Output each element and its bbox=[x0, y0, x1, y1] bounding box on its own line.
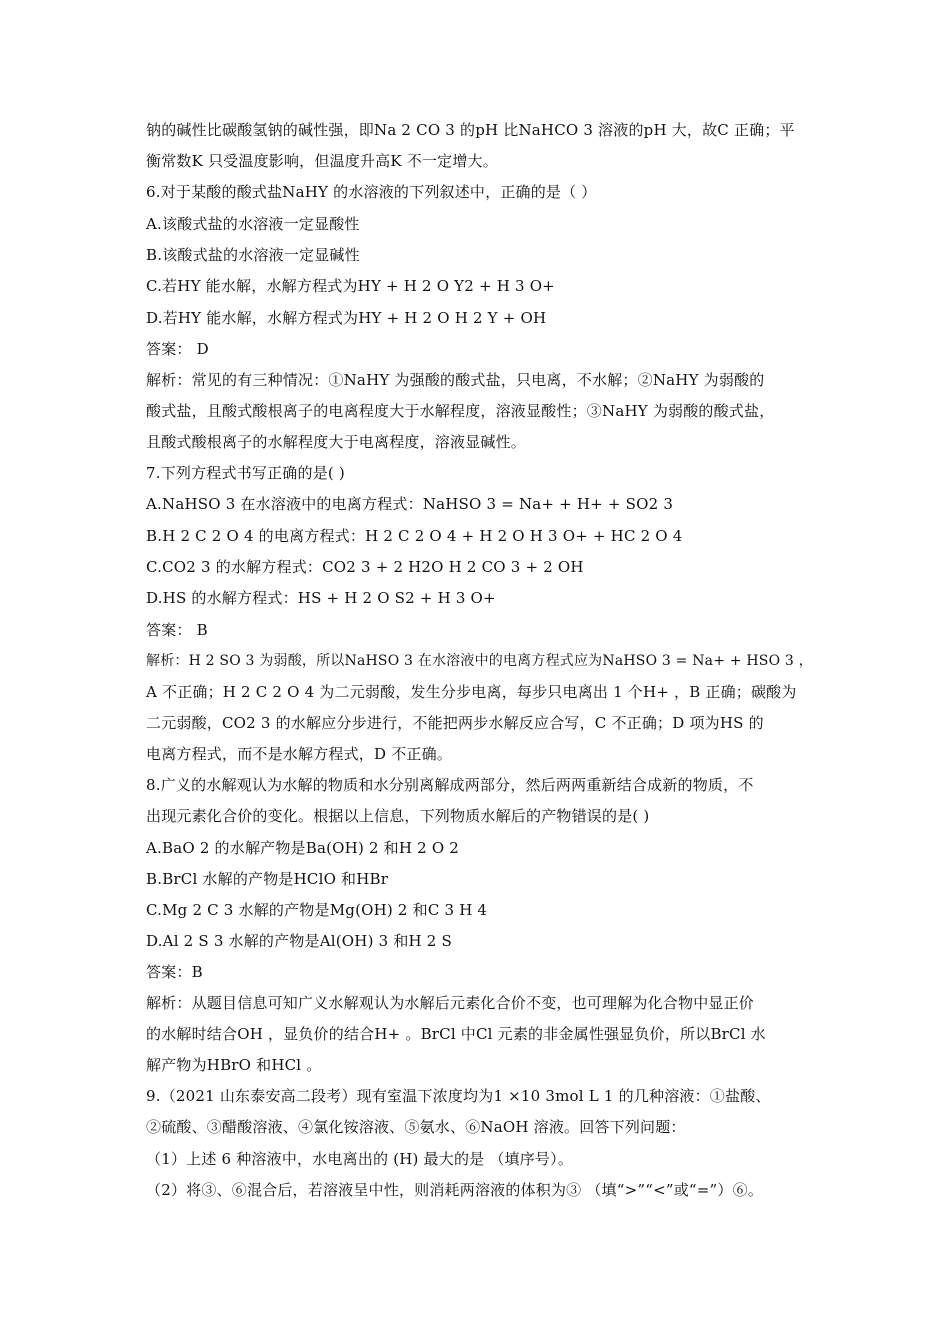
option-d: D.若HY 能水解，水解方程式为HY + H 2 O H 2 Y + OH bbox=[146, 309, 547, 327]
analysis-line: 的水解时结合OH ，显负价的结合H+ 。BrCl 中Cl 元素的非金属性强显负价，所以BrCl 水 bbox=[146, 1025, 766, 1043]
analysis-line: 且酸式酸根离子的水解程度大于电离程度，溶液显碱性。 bbox=[146, 433, 527, 451]
option-d: D.Al 2 S 3 水解的产物是Al(OH) 3 和H 2 S bbox=[146, 932, 452, 950]
option-a: A.NaHSO 3 在水溶液中的电离方程式：NaHSO 3 = Na+ + H+ + SO2 3 bbox=[146, 495, 674, 513]
option-a: A.该酸式盐的水溶液一定显酸性 bbox=[146, 215, 360, 233]
answer: 答案： B bbox=[146, 621, 208, 639]
question-9-stem: 9.（2021 山东泰安高二段考）现有室温下浓度均为1 ×10 3mol L 1 的几种溶液：①盐酸、 bbox=[146, 1087, 771, 1105]
option-d: D.HS 的水解方程式：HS + H 2 O S2 + H 3 O+ bbox=[146, 589, 496, 607]
option-c: C.CO2 3 的水解方程式：CO2 3 + 2 H2O H 2 CO 3 + 2 OH bbox=[146, 558, 584, 576]
question-8-stem: 出现元素化合价的变化。根据以上信息，下列物质水解后的产物错误的是( ) bbox=[146, 807, 650, 825]
analysis-line: 解析：从题目信息可知广义水解观认为水解后元素化合价不变，也可理解为化合物中显正价 bbox=[146, 994, 755, 1012]
option-b: B.H 2 C 2 O 4 的电离方程式：H 2 C 2 O 4 + H 2 O H 3 O+ + HC 2 O 4 bbox=[146, 527, 683, 545]
answer: 答案： D bbox=[146, 340, 209, 358]
analysis-line: 解产物为HBrO 和HCl 。 bbox=[146, 1056, 322, 1074]
sub-question-2: （2）将③、⑥混合后，若溶液呈中性，则消耗两溶液的体积为③ （填“>”“<”或“=”）⑥。 bbox=[146, 1181, 764, 1199]
analysis-line: 酸式盐，且酸式酸根离子的电离程度大于水解程度，溶液显酸性；③NaHY 为弱酸的酸式盐， bbox=[146, 402, 775, 420]
option-a: A.BaO 2 的水解产物是Ba(OH) 2 和H 2 O 2 bbox=[146, 839, 460, 857]
text-line: 钠的碱性比碳酸氢钠的碱性强，即Na 2 CO 3 的pH 比NaHCO 3 溶液的pH 大，故C 正确；平 bbox=[146, 121, 795, 139]
answer: 答案：B bbox=[146, 963, 203, 981]
option-c: C.Mg 2 C 3 水解的产物是Mg(OH) 2 和C 3 H 4 bbox=[146, 901, 488, 919]
question-6-stem: 6.对于某酸的酸式盐NaHY 的水溶液的下列叙述中，正确的是（ ） bbox=[146, 183, 597, 201]
question-8-stem: 8.广义的水解观认为水解的物质和水分别离解成两部分，然后两两重新结合成新的物质，不 bbox=[146, 776, 754, 794]
sub-question-1: （1）上述 6 种溶液中，水电离出的 (H) 最大的是 （填序号）。 bbox=[146, 1150, 574, 1168]
analysis-line: 电离方程式，而不是水解方程式，D 不正确。 bbox=[146, 745, 452, 763]
analysis-line: 二元弱酸，CO2 3 的水解应分步进行，不能把两步水解反应合写，C 不正确；D 项为HS 的 bbox=[146, 714, 764, 732]
analysis-line: 解析：常见的有三种情况：①NaHY 为强酸的酸式盐，只电离，不水解；②NaHY 为弱酸的 bbox=[146, 371, 765, 389]
option-b: B.BrCl 水解的产物是HClO 和HBr bbox=[146, 870, 389, 888]
analysis-line: 解析：H 2 SO 3 为弱酸，所以NaHSO 3 在水溶液中的电离方程式应为NaHSO 3 = Na+ + HSO 3 ， bbox=[146, 653, 813, 669]
option-b: B.该酸式盐的水溶液一定显碱性 bbox=[146, 246, 360, 264]
question-9-stem: ②硫酸、③醋酸溶液、④氯化铵溶液、⑤氨水、⑥NaOH 溶液。回答下列问题： bbox=[146, 1118, 686, 1136]
question-7-stem: 7.下列方程式书写正确的是( ) bbox=[146, 464, 345, 482]
analysis-line: A 不正确；H 2 C 2 O 4 为二元弱酸，发生分步电离，每步只电离出 1 个H+ ，B 正确；碳酸为 bbox=[146, 683, 797, 701]
option-c: C.若HY 能水解，水解方程式为HY + H 2 O Y2 + H 3 O+ bbox=[146, 277, 555, 295]
text-line: 衡常数K 只受温度影响，但温度升高K 不一定增大。 bbox=[146, 152, 498, 170]
